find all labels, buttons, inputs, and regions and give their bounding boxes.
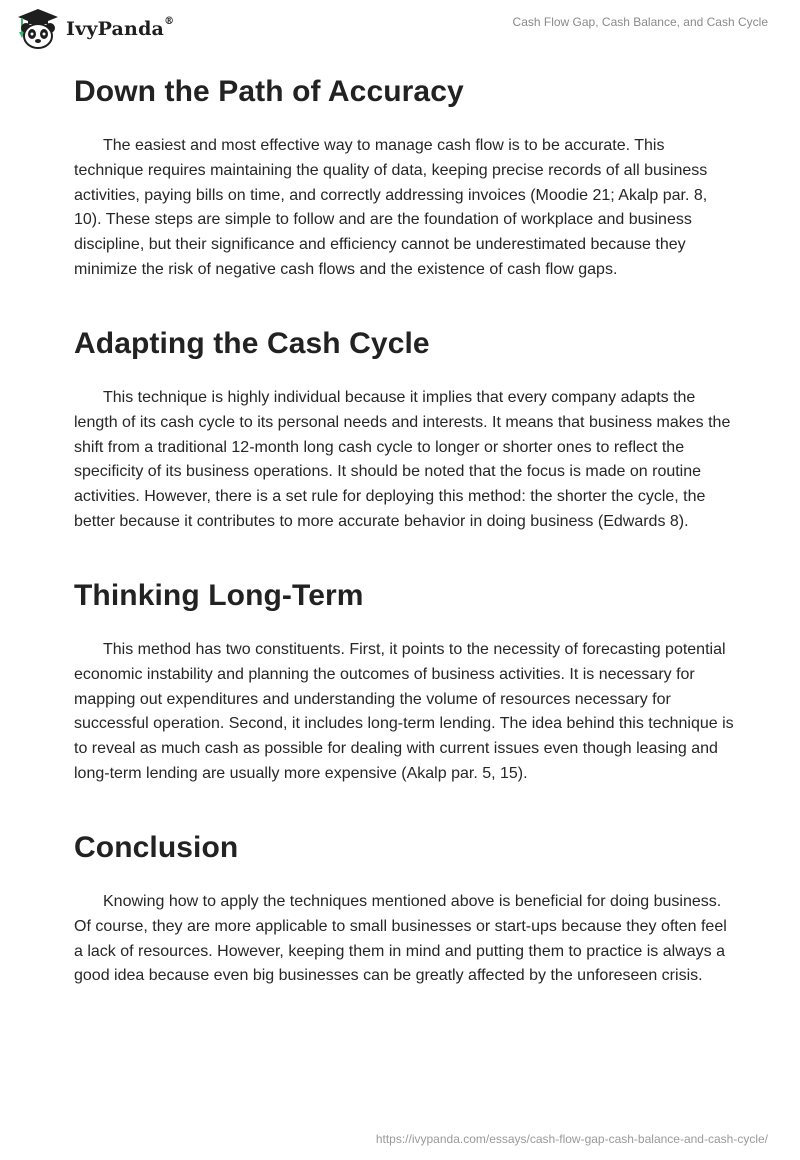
section-paragraph: This technique is highly individual because it implies that every company adapts the length of its cash cycle to its personal needs and interests. It means that business makes the shift from a traditional 12-month long cash cycle to longer or shorter ones to reflect the specificity of its business operations. It should be noted that the focus is made on routine activities. However, there is a set rule for deploying this method: the shorter the cycle, the better because it contributes to more accurate behavior in doing business (Edwards 8). xyxy=(74,389,731,530)
section-heading: Adapting the Cash Cycle xyxy=(74,327,430,360)
section-paragraph: The easiest and most effective way to manage cash flow is to be accurate. This technique requires maintaining the quality of data, keeping precise records of all business activities, paying bills on time, and correctly addressing invoices (Moodie 21; Akalp par. 8, 10). These steps are simple to follow and are the foundation of workplace and business discipline, but their significance and efficiency cannot be underestimated because they minimize the risk of negative cash flows and the existence of cash flow gaps. xyxy=(74,137,708,278)
section-heading: Down the Path of Accuracy xyxy=(74,75,464,108)
panda-logo-icon xyxy=(16,8,60,50)
section-heading: Conclusion xyxy=(74,831,239,864)
section-accuracy xyxy=(74,70,734,322)
section-paragraph: This method has two constituents. First, it points to the necessity of forecasting potential economic instability and planning the outcomes of business activities. It is necessary for mapping out expenditures and understanding the volume of resources necessary for successful operation. Second, it includes long-term lending. The idea behind this technique is to reveal as much cash as possible for dealing with current issues even though leasing and long-term lending are usually more expensive (Akalp par. 5, 15). xyxy=(74,641,734,782)
essay-content xyxy=(74,70,734,989)
page-header xyxy=(0,0,800,60)
section-long-term xyxy=(74,574,734,826)
source-url[interactable]: https://ivypanda.com/essays/cash-flow-gap-cash-balance-and-cash-cycle/ xyxy=(375,1132,768,1146)
brand-name: IvyPanda® xyxy=(66,16,175,40)
section-paragraph: Knowing how to apply the techniques mentioned above is beneficial for doing business. Of course, they are more applicable to small businesses or start-ups because they often feel a lack of resources. However, keeping them in mind and putting them to practice is always a good idea because even big businesses can be greatly affected by the unforeseen crisis. xyxy=(74,893,727,985)
section-heading: Thinking Long-Term xyxy=(74,579,364,612)
document-title: Cash Flow Gap, Cash Balance, and Cash Cycle xyxy=(512,15,768,29)
section-conclusion xyxy=(74,826,734,989)
section-cash-cycle xyxy=(74,322,734,574)
brand-logo[interactable] xyxy=(16,8,174,50)
